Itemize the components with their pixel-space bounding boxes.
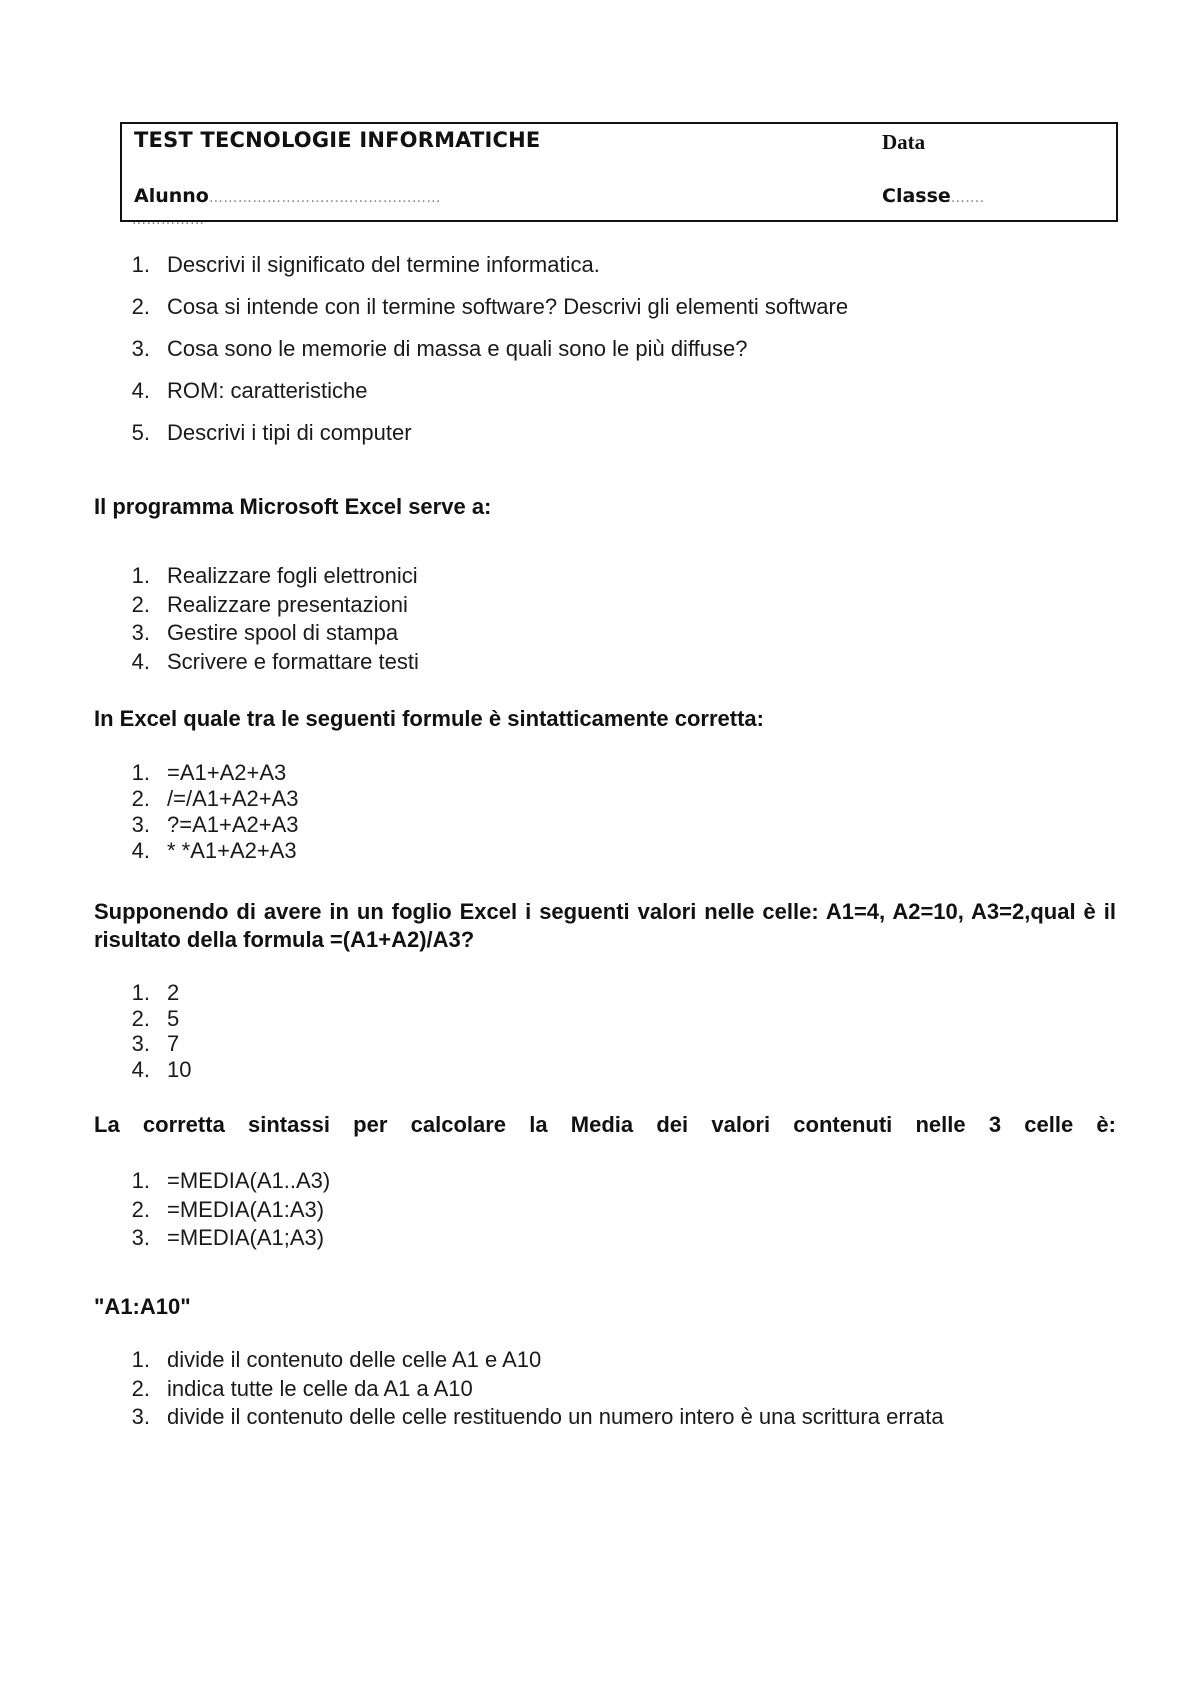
item-text: Cosa sono le memorie di massa e quali sono le più diffuse? (167, 336, 748, 361)
item-number: 4. (131, 378, 150, 403)
question-title: Il programma Microsoft Excel serve a: (94, 494, 492, 519)
item-number: 1. (131, 760, 150, 785)
item-number: 2. (131, 786, 150, 811)
item-text: indica tutte le celle da A1 a A10 (167, 1375, 473, 1401)
item-text: * *A1+A2+A3 (167, 838, 297, 863)
list-item (94, 244, 848, 286)
item-number: 2. (131, 591, 150, 617)
item-number: 3. (131, 1031, 150, 1056)
student-field (134, 185, 441, 207)
item-text: 2 (167, 980, 180, 1005)
item-text: divide il contenuto delle celle A1 e A10 (167, 1347, 542, 1372)
list-item (94, 619, 419, 648)
list-item (94, 1057, 191, 1083)
item-number: 2. (131, 294, 150, 319)
date-label: Data (882, 130, 926, 154)
list-item (94, 760, 299, 786)
item-text: =MEDIA(A1..A3) (167, 1168, 331, 1193)
item-text: 10 (167, 1056, 192, 1082)
test-title: TEST TECNOLOGIE INFORMATICHE (134, 128, 541, 152)
list-item (94, 1167, 330, 1196)
item-number: 2. (131, 1005, 150, 1031)
list-item (94, 838, 299, 864)
item-text: Descrivi i tipi di computer (167, 420, 412, 445)
list-item (94, 286, 848, 328)
class-label: Classe (882, 185, 951, 207)
item-number: 3. (131, 1225, 150, 1250)
open-questions-list (94, 244, 848, 454)
list-item (94, 1375, 944, 1404)
list-item (94, 812, 299, 838)
student-label: Alunno (134, 185, 209, 207)
item-text: 5 (167, 1005, 180, 1031)
list-item (94, 1346, 944, 1375)
item-number: 3. (131, 1404, 150, 1429)
item-text: Realizzare fogli elettronici (167, 563, 418, 588)
item-number: 1. (131, 563, 150, 588)
class-field (882, 185, 985, 207)
list-item (94, 370, 848, 412)
item-number: 2. (131, 1196, 150, 1222)
list-item (94, 1403, 944, 1432)
question-title: Supponendo di avere in un foglio Excel i seguenti valori nelle celle: A1=4, A2=10, A3=2,qual è il risultato della formula =(A1+A2)/A3? (94, 899, 1116, 952)
item-text: Cosa si intende con il termine software? Descrivi gli elementi software (167, 294, 849, 319)
question-title: In Excel quale tra le seguenti formule è sintatticamente corretta: (94, 706, 764, 731)
item-number: 3. (131, 812, 150, 837)
options-list (94, 760, 299, 864)
list-item (94, 786, 299, 812)
list-item (94, 648, 419, 677)
list-item (94, 1196, 330, 1225)
item-text: Realizzare presentazioni (167, 591, 408, 617)
overflow-dots: …………… (132, 212, 205, 228)
item-number: 5. (131, 420, 150, 445)
class-dots: ……. (950, 190, 985, 206)
item-number: 4. (131, 648, 150, 674)
options-list (94, 562, 419, 676)
options-list (94, 1167, 330, 1253)
item-text: divide il contenuto delle celle restituendo un numero intero è una scrittura errata (167, 1404, 944, 1429)
question-title: La corretta sintassi per calcolare la Media dei valori contenuti nelle 3 celle è: (94, 1112, 1116, 1137)
options-list (94, 980, 191, 1082)
header-box (120, 122, 1118, 222)
item-text: =MEDIA(A1;A3) (167, 1225, 325, 1250)
item-number: 1. (131, 980, 150, 1005)
item-text: Gestire spool di stampa (167, 620, 399, 645)
student-dots: ………………………………………… (208, 190, 441, 206)
item-number: 1. (131, 1347, 150, 1372)
item-text: =MEDIA(A1:A3) (167, 1196, 325, 1222)
options-list (94, 1346, 944, 1432)
item-number: 4. (131, 838, 150, 863)
list-item (94, 980, 191, 1006)
list-item (94, 591, 419, 620)
list-item (94, 328, 848, 370)
question-title: "A1:A10" (94, 1294, 191, 1319)
item-text: 7 (167, 1031, 180, 1056)
list-item (94, 1031, 191, 1057)
item-text: Scrivere e formattare testi (167, 648, 419, 674)
item-number: 3. (131, 336, 150, 361)
item-text: ROM: caratteristiche (167, 378, 368, 403)
item-text: Descrivi il significato del termine informatica. (167, 252, 600, 277)
item-number: 1. (131, 252, 150, 277)
item-text: /=/A1+A2+A3 (167, 786, 299, 811)
item-number: 1. (131, 1168, 150, 1193)
item-text: =A1+A2+A3 (167, 760, 287, 785)
item-number: 2. (131, 1375, 150, 1401)
list-item (94, 412, 848, 454)
item-text: ?=A1+A2+A3 (167, 812, 299, 837)
item-number: 4. (131, 1056, 150, 1082)
list-item (94, 1224, 330, 1253)
list-item (94, 1006, 191, 1032)
item-number: 3. (131, 620, 150, 645)
list-item (94, 562, 419, 591)
